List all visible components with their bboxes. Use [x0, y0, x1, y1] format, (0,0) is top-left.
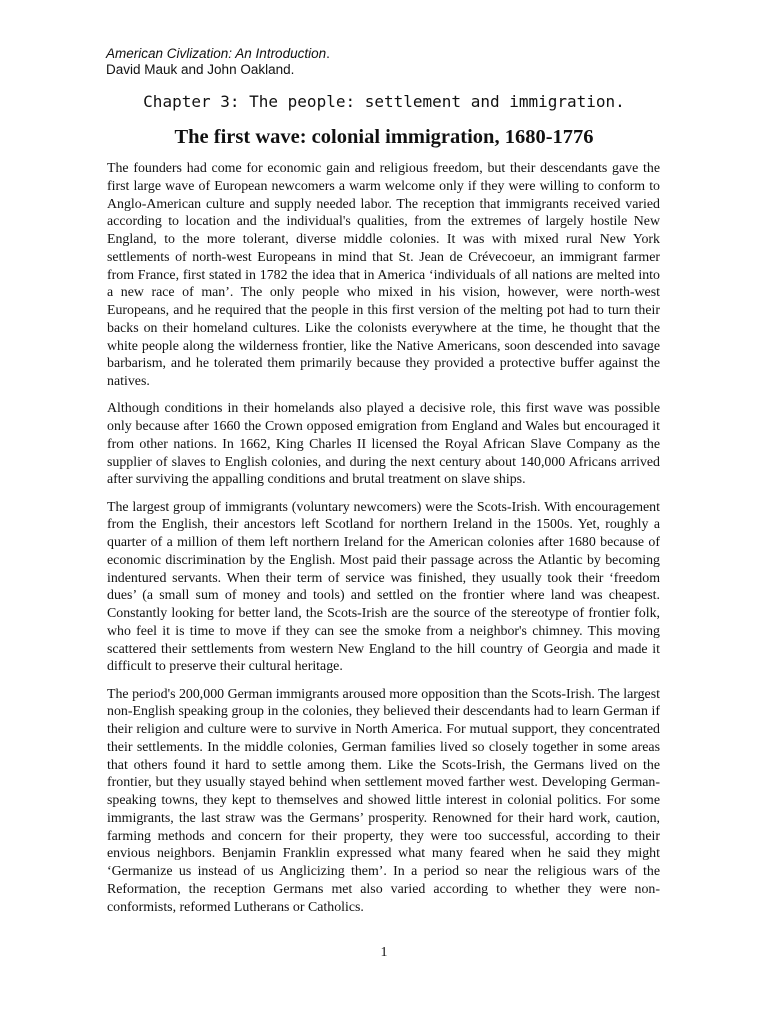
paragraph: The period's 200,000 German immigrants aroused more opposition than the Scots-Irish. The largest non-English speaking group in the colonies, they believed their descendants had to learn German if their religion and culture were to survive in North America. For mutual support, they concentrated their settlements. In the middle colonies, German families lived so closely together in some areas that others found it hard to settle among them. Like the Scots-Irish, the Germans lived on the frontier, but they usually stayed behind when settlement moved farther west. Developing German-speaking towns, they kept to themselves and showed little interest in colonial politics. For some immigrants, the last straw was the Germans’ prosperity. Renowned for their hard work, caution, farming methods and concern for their property, they were too successful, according to their envious neighbors. Benjamin Franklin expressed what many feared when he said they might ‘Germanize us instead of us Anglicizing them’. In a period so near the religious wars of the Reformation, the reception Germans met also varied according to whether they were non-conformists, reformed Lutherans or Catholics.: [107, 686, 660, 915]
book-title: American Civlization: An Introduction: [106, 46, 327, 61]
authors: David Mauk and John Oakland.: [106, 62, 295, 77]
book-title-punct: .: [326, 46, 330, 61]
book-title-line: [106, 46, 330, 62]
section-title: The first wave: colonial immigration, 1680-1776: [174, 126, 594, 148]
citation-header: [106, 46, 330, 78]
chapter-title: Chapter 3: The people: settlement and immigration.: [143, 92, 625, 111]
body-text: [107, 160, 660, 926]
paragraph: Although conditions in their homelands also played a decisive role, this first wave was possible only because after 1660 the Crown opposed emigration from England and Wales but encouraged it from other nations. In 1662, King Charles II licensed the Royal African Slave Company as the supplier of slaves to English colonies, and during the next century about 140,000 Africans arrived after surviving the appalling conditions and brutal treatment on slave ships.: [107, 401, 660, 488]
paragraph: The founders had come for economic gain and religious freedom, but their descendants gave the first large wave of European newcomers a warm welcome only if they were willing to conform to Anglo-American culture and supply needed labor. The reception that immigrants received varied according to location and the individual's qualities, from the extremes of largely hostile New England, to the more tolerant, diverse middle colonies. It was with mixed rural New York settlements of north-west Europeans in mind that St. Jean de Crévecoeur, an immigrant farmer from France, first stated in 1782 the idea that in America ‘individuals of all nations are melted into a new race of man’. The only people who mixed in his vision, however, were north-west Europeans, and he required that the people in this first version of the melting pot had to turn their backs on their homeland cultures. Like the colonists everywhere at the time, he thought that the white people along the wilderness frontier, like the Native Americans, soon descended into savage barbarism, and he tolerated them primarily because they provided a protective buffer against the natives.: [107, 161, 660, 389]
page-number: 1: [380, 945, 388, 960]
paragraph: The largest group of immigrants (voluntary newcomers) were the Scots-Irish. With encouragement from the English, their ancestors left Scotland for northern Ireland in the 1500s. Yet, roughly a quarter of a million of them left northern Ireland for the American colonies after 1680 because of economic discrimination by the English. Most paid their passage across the Atlantic by becoming indentured servants. When their term of service was finished, they usually took their ‘freedom dues’ (a small sum of money and tools) and settled on the frontier where land was cheapest. Constantly looking for better land, the Scots-Irish are the source of the stereotype of frontier folk, who feel it is time to move if they can see the smoke from a neighbor's chimney. This moving scattered their settlements from western New England to the hill country of Georgia and made it difficult to preserve their cultural heritage.: [107, 499, 660, 675]
